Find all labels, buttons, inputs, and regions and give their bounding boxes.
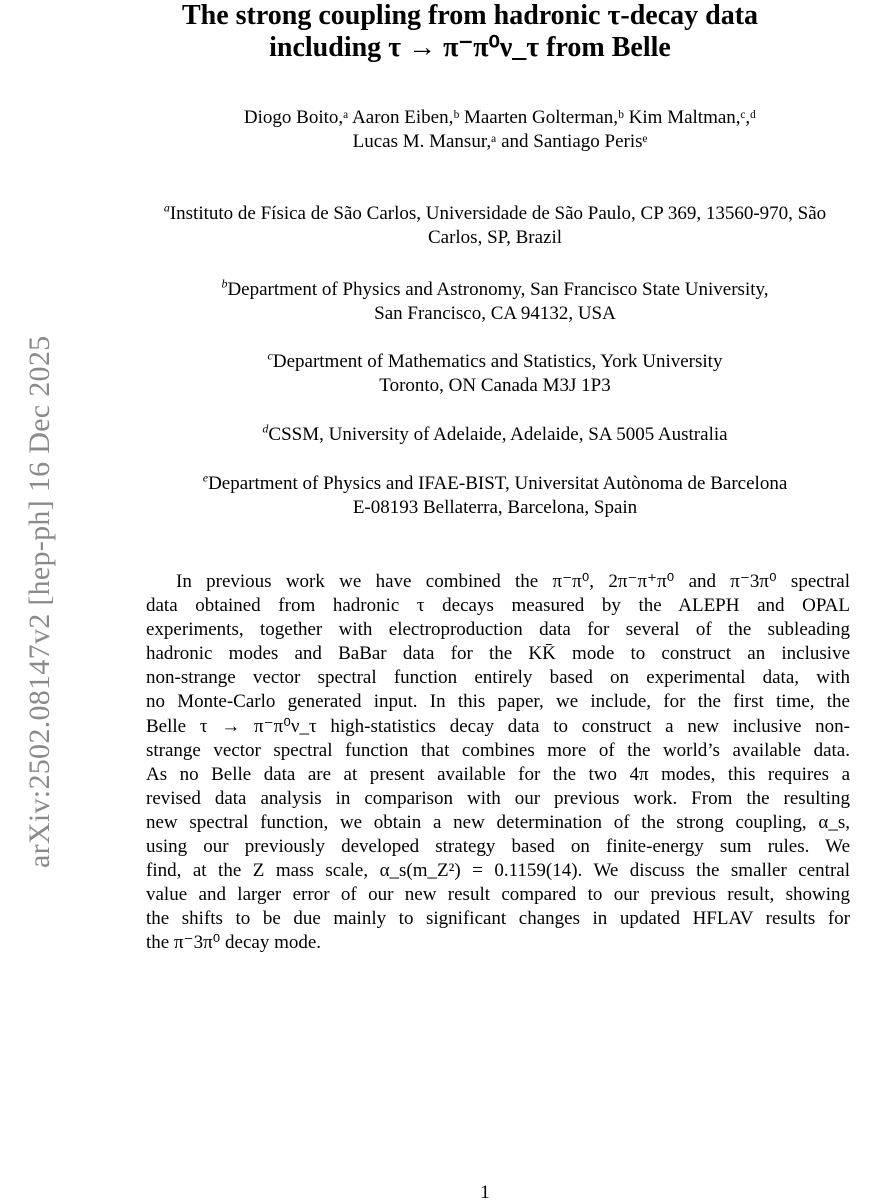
- abstract-line: In previous work we have combined the π⁻π⁰, 2π⁻π⁺π⁰ and π⁻3π⁰ spectral: [176, 571, 850, 592]
- affiliation-line: $^c$Department of Mathematics and Statistics, York University: [267, 348, 723, 372]
- affiliation-line: $^e$Department of Physics and IFAE-BIST, Universitat Autònoma de Barcelona: [202, 470, 788, 494]
- abstract: [146, 570, 850, 956]
- affiliation-line: $^d$CSSM, University of Adelaide, Adelaide, SA 5005 Australia: [262, 421, 728, 445]
- authors-line-2: Lucas M. Mansur,ᵃ and Santiago Perisᵉ: [352, 131, 648, 152]
- abstract-line: As no Belle data are at present available for the two 4π modes, this requires a: [146, 763, 850, 785]
- author-list: [140, 106, 860, 154]
- affiliation-mark: c: [267, 348, 273, 363]
- abstract-line: Belle τ → π⁻π⁰ν_τ high-statistics decay data to construct a new inclusive non-: [146, 715, 850, 737]
- abstract-line: find, at the Z mass scale, α_s(m_Z²) = 0.1159(14). We discuss the smaller central: [146, 860, 850, 882]
- affiliation-line: $^a$Instituto de Física de São Carlos, Universidade de São Paulo, CP 369, 13560-970, São: [163, 200, 827, 224]
- abstract-line: experiments, together with electroproduction data for several of the subleading: [146, 619, 850, 641]
- affiliation-mark: a: [163, 200, 170, 215]
- abstract-line: non-strange vector spectral function entirely based on experimental data, with: [146, 667, 850, 689]
- affiliation-e: [100, 472, 882, 520]
- abstract-line: new spectral function, we obtain a new determination of the strong coupling, α_s,: [146, 811, 850, 833]
- abstract-line: hadronic modes and BaBar data for the KK̄ mode to construct an inclusive: [146, 643, 850, 665]
- abstract-line: the π⁻3π⁰ decay mode.: [146, 932, 322, 954]
- abstract-line: the shifts to be due mainly to significant changes in updated HFLAV results for: [146, 908, 850, 930]
- affiliation-line: E-08193 Bellaterra, Barcelona, Spain: [352, 497, 638, 518]
- title-line-1: The strong coupling from hadronic τ-decay data: [181, 0, 759, 31]
- affiliation-line: Carlos, SP, Brazil: [427, 227, 563, 248]
- affiliation-c: [100, 350, 882, 398]
- paper-title: [120, 0, 820, 64]
- title-line-2: including τ → π⁻π⁰ν_τ from Belle: [269, 32, 671, 63]
- affiliation-a: [100, 202, 882, 250]
- abstract-line: revised data analysis in comparison with our previous work. From the resulting: [146, 787, 850, 809]
- affiliation-line: Toronto, ON Canada M3J 1P3: [379, 375, 611, 396]
- abstract-line: data obtained from hadronic τ decays measured by the ALEPH and OPAL: [146, 595, 850, 617]
- affiliation-d: [100, 423, 882, 447]
- arxiv-identifier-text: arXiv:2502.08147v2 [hep-ph] 16 Dec 2025: [23, 335, 56, 868]
- affiliation-mark: d: [262, 421, 269, 436]
- abstract-line: no Monte-Carlo generated input. In this paper, we include, for the first time, the: [146, 691, 850, 713]
- abstract-line: strange vector spectral function that combines more of the world’s available data.: [146, 739, 850, 761]
- affiliation-mark: b: [221, 276, 228, 291]
- affiliation-mark: e: [202, 470, 209, 485]
- affiliation-b: [100, 278, 882, 326]
- abstract-line: value and larger error of our new result compared to our previous result, showing: [146, 884, 850, 906]
- abstract-line: using our previously developed strategy based on finite-energy sum rules. We: [146, 836, 850, 858]
- affiliation-line: $^b$Department of Physics and Astronomy, San Francisco State University,: [221, 276, 769, 300]
- authors-line-1: Diogo Boito,ᵃ Aaron Eiben,ᵇ Maarten Golterman,ᵇ Kim Maltman,ᶜ,ᵈ: [243, 107, 757, 128]
- affiliation-line: San Francisco, CA 94132, USA: [374, 303, 616, 324]
- page-number: 1: [480, 1182, 490, 1203]
